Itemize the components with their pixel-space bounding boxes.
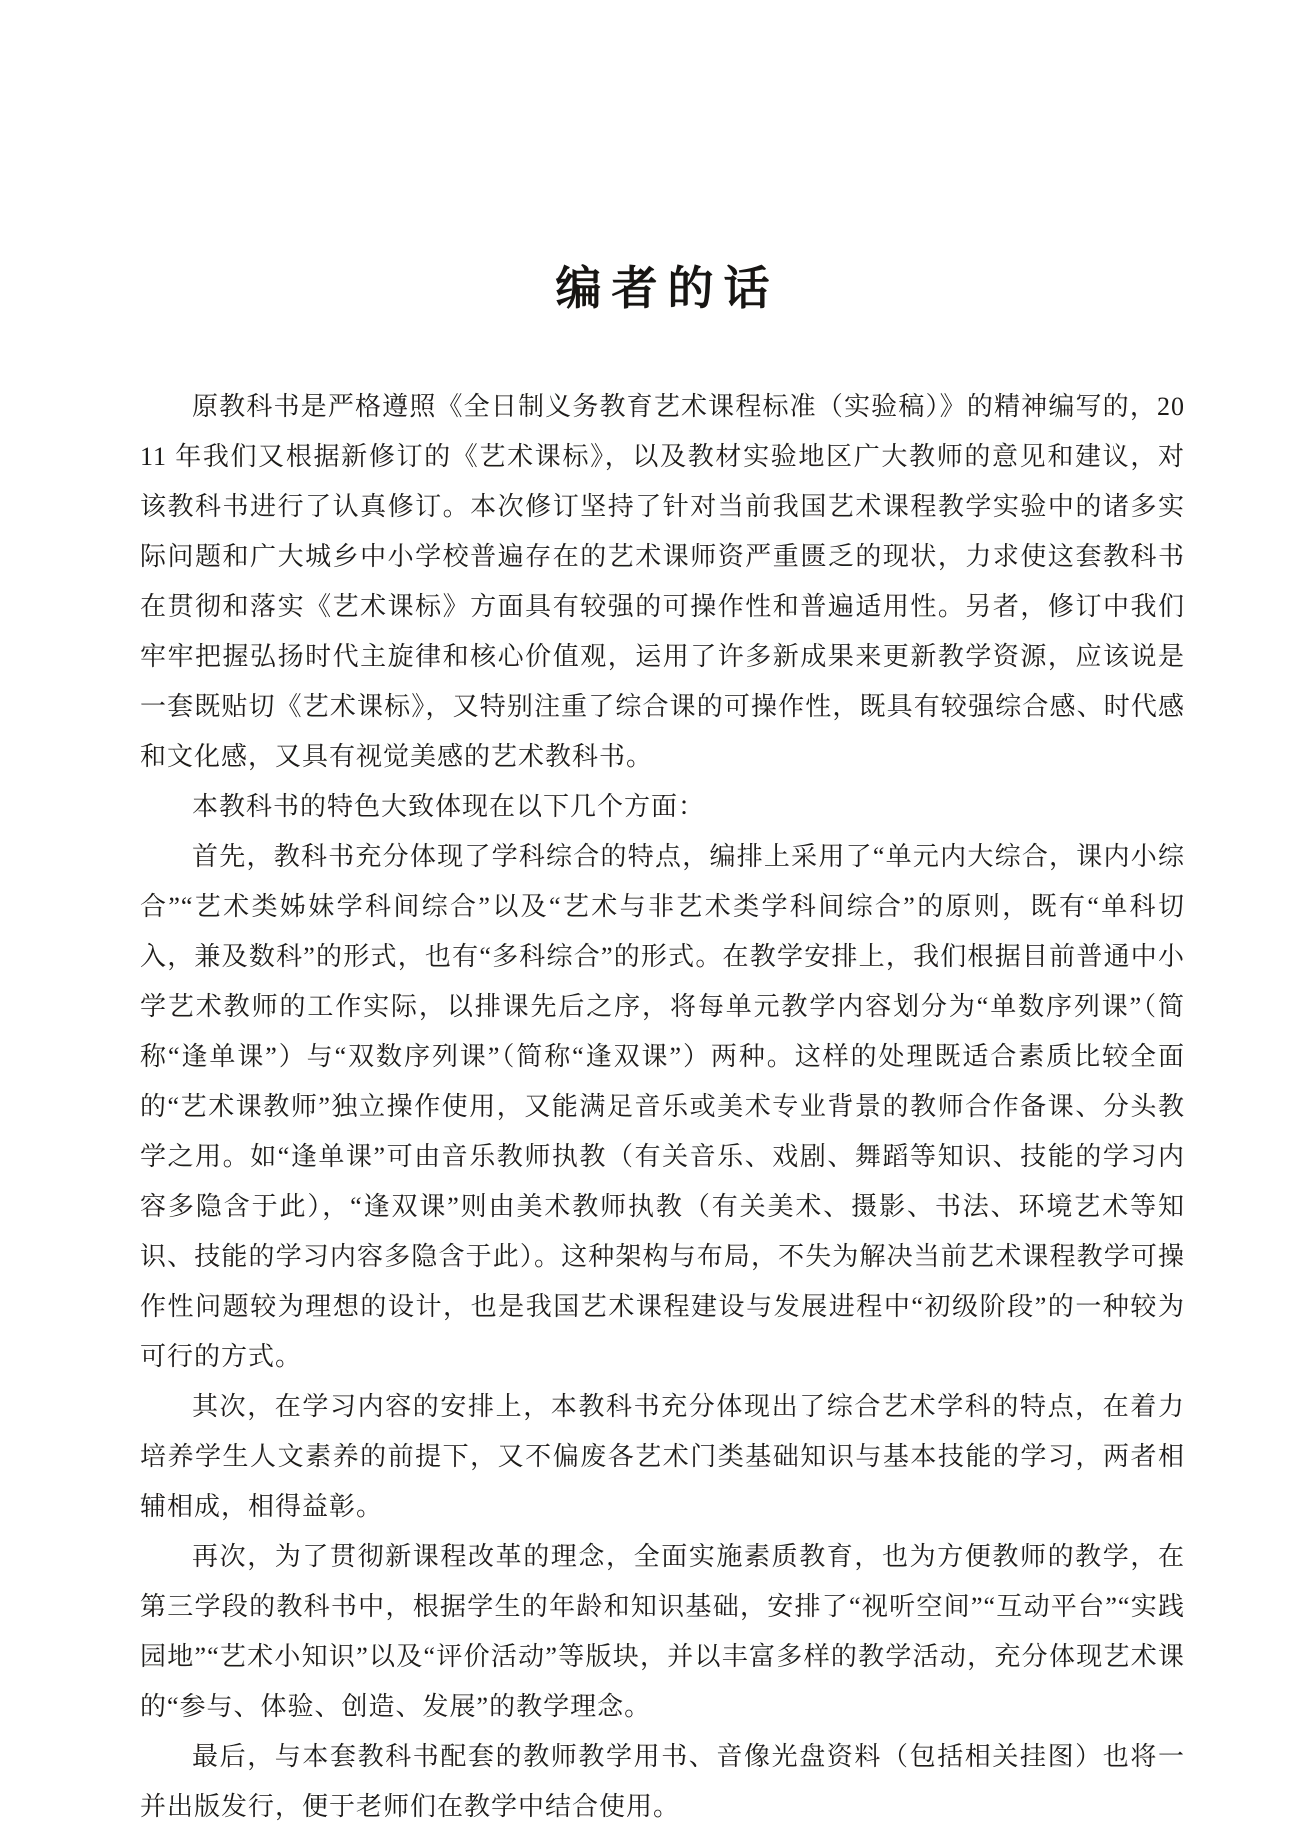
- paragraph-final-point: 最后，与本套教科书配套的教师教学用书、音像光盘资料（包括相关挂图）也将一并出版发行，便于老师们在教学中结合使用。: [140, 1742, 1185, 1821]
- paragraph-third-point: 再次，为了贯彻新课程改革的理念，全面实施素质教育，也为方便教师的教学，在第三学段的教科书中，根据学生的年龄和知识基础，安排了“视听空间”“互动平台”“实践园地”“艺术小知识”以及“评价活动”等版块，并以丰富多样的教学活动，充分体现艺术课的“参与、体验、创造、发展”的教学理念。: [140, 1542, 1185, 1721]
- paragraph-second-point: 其次，在学习内容的安排上，本教科书充分体现出了综合艺术学科的特点，在着力培养学生人文素养的前提下，又不偏废各艺术门类基础知识与基本技能的学习，两者相辅相成，相得益彰。: [140, 1392, 1185, 1521]
- paragraph-first-point: 首先，教科书充分体现了学科综合的特点，编排上采用了“单元内大综合，课内小综合”“艺术类姊妹学科间综合”以及“艺术与非艺术类学科间综合”的原则，既有“单科切入，兼及数科”的形式，也有“多科综合”的形式。在教学安排上，我们根据目前普通中小学艺术教师的工作实际，以排课先后之序，将每单元教学内容划分为“单数序列课”（简称“逢单课”）与“双数序列课”（简称“逢双课”）两种。这样的处理既适合素质比较全面的“艺术课教师”独立操作使用，又能满足音乐或美术专业背景的教师合作备课、分头教学之用。如“逢单课”可由音乐教师执教（有关音乐、戏剧、舞蹈等知识、技能的学习内容多隐含于此），“逢双课”则由美术教师执教（有关美术、摄影、书法、环境艺术等知识、技能的学习内容多隐含于此）。这种架构与布局，不失为解决当前艺术课程教学可操作性问题较为理想的设计，也是我国艺术课程建设与发展进程中“初级阶段”的一种较为可行的方式。: [140, 842, 1185, 1371]
- document-body: [140, 382, 1185, 1832]
- page-title: 编者的话: [555, 262, 780, 314]
- paragraph-intro: 原教科书是严格遵照《全日制义务教育艺术课程标准（实验稿）》的精神编写的，2011 年我们又根据新修订的《艺术课标》，以及教材实验地区广大教师的意见和建议，对该教科书进行了认真修订。本次修订坚持了针对当前我国艺术课程教学实验中的诸多实际问题和广大城乡中小学校普遍存在的艺术课师资严重匮乏的现状，力求使这套教科书在贯彻和落实《艺术课标》方面具有较强的可操作性和普遍适用性。另者，修订中我们牢牢把握弘扬时代主旋律和核心价值观，运用了许多新成果来更新教学资源，应该说是一套既贴切《艺术课标》，又特别注重了综合课的可操作性，既具有较强综合感、时代感和文化感，又具有视觉美感的艺术教科书。: [140, 392, 1185, 771]
- paragraph-features-lead: 本教科书的特色大致体现在以下几个方面：: [192, 792, 706, 821]
